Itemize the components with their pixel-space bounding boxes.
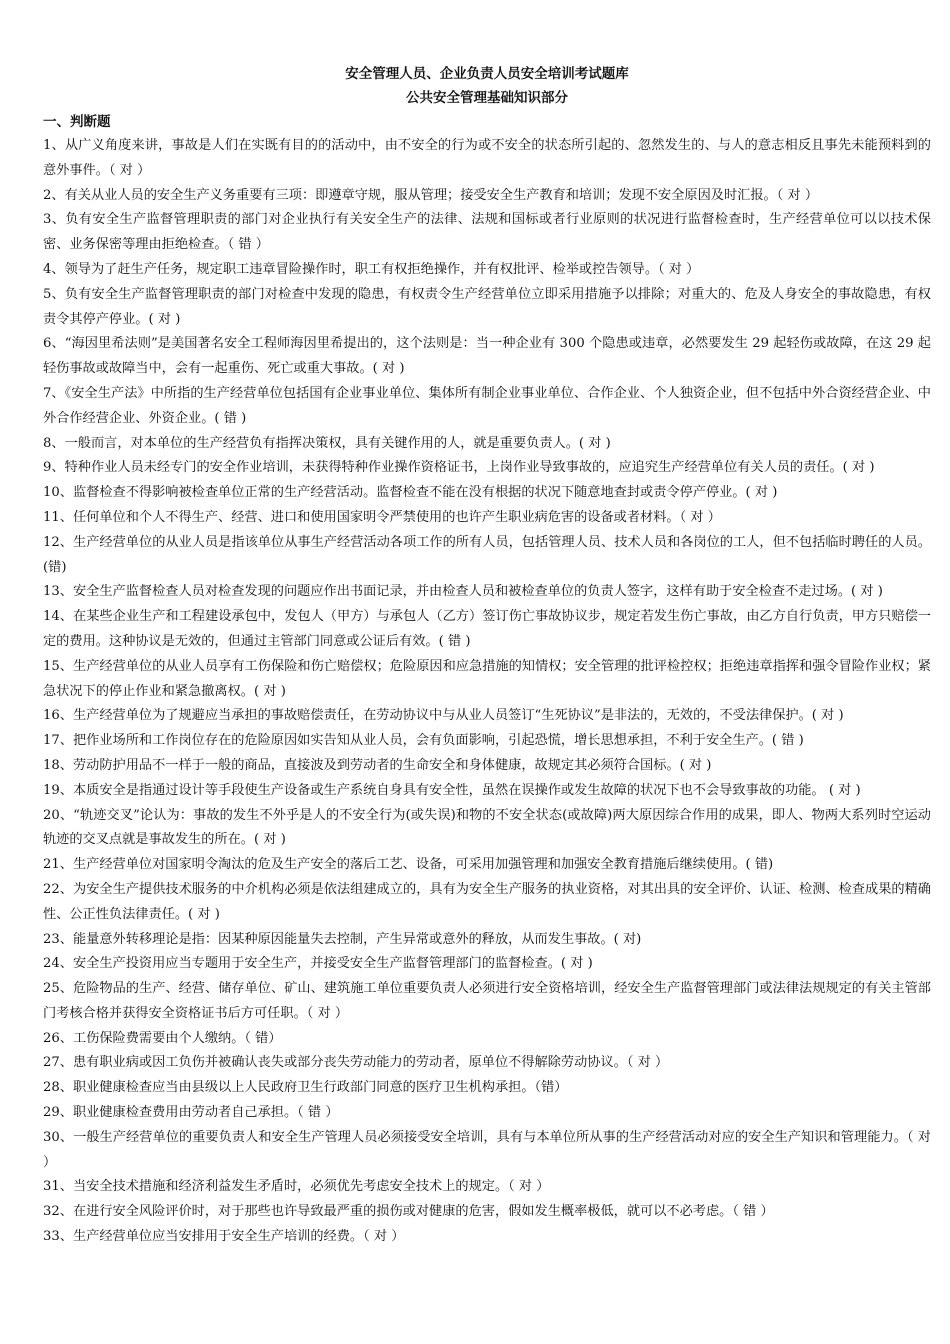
question-item: 33、生产经营单位应当安排用于安全生产培训的经费。（ 对 ） bbox=[43, 1229, 405, 1245]
question-item: 17、把作业场所和工作岗位存在的危险原因如实告知从业人员，会有负面影响，引起恐慌，增长思想承担，不利于安全生产。( 错 ) bbox=[43, 733, 804, 749]
question-item: 2、有关从业人员的安全生产义务重要有三项：即遵章守规，服从管理；接受安全生产教育和培训；发现不安全原因及时汇报。（ 对 ） bbox=[43, 187, 819, 203]
document-subtitle: 公共安全管理基础知识部分 bbox=[406, 90, 568, 106]
question-item: 28、职业健康检查应当由县级以上人民政府卫生行政部门同意的医疗卫生机构承担。（错） bbox=[43, 1080, 568, 1096]
question-item: 15、生产经营单位的从业人员享有工伤保险和伤亡赔偿权；危险原因和应急措施的知情权；安全管理的批评检控权；拒绝违章指挥和强令冒险作业权；紧急状况下的停止作业和紧急撤离权。( 对 ) bbox=[43, 658, 931, 699]
question-item: 6、“海因里希法则”是美国著名安全工程师海因里希提出的，这个法则是：当一种企业有 300 个隐患或违章，必然要发生 29 起轻伤或故障，在这 29 起轻伤事故或故障当中，会有一起重伤、死亡或重大事故。( 对 ) bbox=[43, 336, 931, 377]
question-item: 26、工伤保险费需要由个人缴纳。（ 错） bbox=[43, 1030, 282, 1046]
question-item: 1、从广义角度来讲，事故是人们在实既有目的的活动中，由不安全的行为或不安全的状态所引起的、忽然发生的、与人的意志相反且事先未能预料到的意外事件。（ 对 ） bbox=[43, 138, 931, 178]
question-item: 7、《安全生产法》中所指的生产经营单位包括国有企业事业单位、集体所有制企业事业单位、合作企业、个人独资企业，但不包括中外合资经营企业、中外合作经营企业、外资企业。( 错 ) bbox=[43, 385, 931, 426]
question-item: 8、一般而言，对本单位的生产经营负有指挥决策权，具有关键作用的人，就是重要负责人。( 对 ) bbox=[43, 435, 611, 451]
question-item: 29、职业健康检查费用由劳动者自己承担。（ 错 ） bbox=[43, 1105, 339, 1121]
question-item: 23、能量意外转移理论是指：因某种原因能量失去控制，产生异常或意外的释放，从而发生事故。( 对) bbox=[43, 931, 642, 947]
question-item: 27、患有职业病或因工负伤并被确认丧失或部分丧失劳动能力的劳动者，原单位不得解除劳动协议。（ 对 ） bbox=[43, 1055, 669, 1071]
question-item: 19、本质安全是指通过设计等手段使生产设备或生产系统自身具有安全性，虽然在误操作或发生故障的状况下也不会导致事故的功能。 ( 对 ) bbox=[43, 782, 861, 798]
question-item: 9、特种作业人员未经专门的安全作业培训，未获得特种作业操作资格证书，上岗作业导致事故的，应追究生产经营单位有关人员的责任。( 对 ) bbox=[43, 460, 875, 476]
question-item: 11、任何单位和个人不得生产、经营、进口和使用国家明令严禁使用的也许产生职业病危害的设备或者材料。（ 对 ） bbox=[43, 509, 721, 525]
document-title: 安全管理人员、企业负责人员安全培训考试题库 bbox=[345, 66, 629, 82]
question-item: 22、为安全生产提供技术服务的中介机构必须是依法组建成立的，具有为安全生产服务的执业资格，对其出具的安全评价、认证、检测、检查成果的精确性、公正性负法律责任。( 对 ) bbox=[43, 881, 931, 922]
question-list bbox=[43, 134, 931, 1250]
question-item: 25、危险物品的生产、经营、储存单位、矿山、建筑施工单位重要负责人必须进行安全资格培训，经安全生产监督管理部门或法律法规规定的有关主管部门考核合格并获得安全资格证书后方可任职。（ 对 ） bbox=[43, 981, 931, 1021]
document-page bbox=[43, 62, 931, 1250]
question-item: 32、在进行安全风险评价时，对于那些也许导致最严重的损伤或对健康的危害，假如发生概率极低，就可以不必考虑。（ 错 ） bbox=[43, 1204, 774, 1220]
question-item: 14、在某些企业生产和工程建设承包中，发包人（甲方）与承包人（乙方）签订伤亡事故协议步，规定若发生伤亡事故，由乙方自行负责，甲方只赔偿一定的费用。这种协议是无效的，但通过主管部门同意或公证后有效。( 错 ) bbox=[43, 609, 931, 649]
question-item: 30、一般生产经营单位的重要负责人和安全生产管理人员必须接受安全培训，具有与本单位所从事的生产经营活动对应的安全生产知识和管理能力。（ 对 ） bbox=[43, 1129, 931, 1170]
question-item: 12、生产经营单位的从业人员是指该单位从事生产经营活动各项工作的所有人员，包括管理人员、技术人员和各岗位的工人，但不包括临时聘任的人员。(错) bbox=[43, 534, 931, 575]
question-item: 4、领导为了赶生产任务，规定职工违章冒险操作时，职工有权拒绝操作，并有权批评、检举或控告领导。（ 对 ） bbox=[43, 261, 700, 277]
question-item: 13、安全生产监督检查人员对检查发现的问题应作出书面记录，并由检查人员和被检查单位的负责人签字，这样有助于安全检查不走过场。( 对 ) bbox=[43, 584, 883, 600]
question-item: 16、生产经营单位为了规避应当承担的事故赔偿责任，在劳动协议中与从业人员签订“生死协议”是非法的，无效的，不受法律保护。( 对 ) bbox=[43, 708, 844, 724]
question-item: 24、安全生产投资用应当专题用于安全生产，并接受安全生产监督管理部门的监督检查。( 对 ) bbox=[43, 956, 593, 972]
question-item: 10、监督检查不得影响被检查单位正常的生产经营活动。监督检查不能在没有根据的状况下随意地查封或责令停产停业。( 对 ) bbox=[43, 485, 778, 501]
question-item: 3、负有安全生产监督管理职责的部门对企业执行有关安全生产的法律、法规和国标或者行业原则的状况进行监督检查时，生产经营单位可以以技术保密、业务保密等理由拒绝检查。（ 错 ） bbox=[43, 212, 931, 253]
question-item: 31、当安全技术措施和经济利益发生矛盾时，必须优先考虑安全技术上的规定。（ 对 ） bbox=[43, 1179, 550, 1195]
question-item: 20、“轨迹交叉”论认为：事故的发生不外乎是人的不安全行为(或失误)和物的不安全状态(或故障)两大原因综合作用的成果，即人、物两大系列时空运动轨迹的交叉点就是事故发生的所在。( 对 ) bbox=[43, 807, 931, 848]
question-item: 21、生产经营单位对国家明令淘汰的危及生产安全的落后工艺、设备，可采用加强管理和加强安全教育措施后继续使用。( 错) bbox=[43, 857, 774, 873]
question-item: 5、负有安全生产监督管理职责的部门对检查中发现的隐患，有权责令生产经营单位立即采用措施予以排除；对重大的、危及人身安全的事故隐患，有权责令其停产停业。( 对 ) bbox=[43, 286, 931, 327]
question-item: 18、劳动防护用品不一样于一般的商品，直接波及到劳动者的生命安全和身体健康，故规定其必须符合国标。( 对 ) bbox=[43, 757, 712, 773]
section-heading: 一、判断题 bbox=[43, 114, 111, 130]
